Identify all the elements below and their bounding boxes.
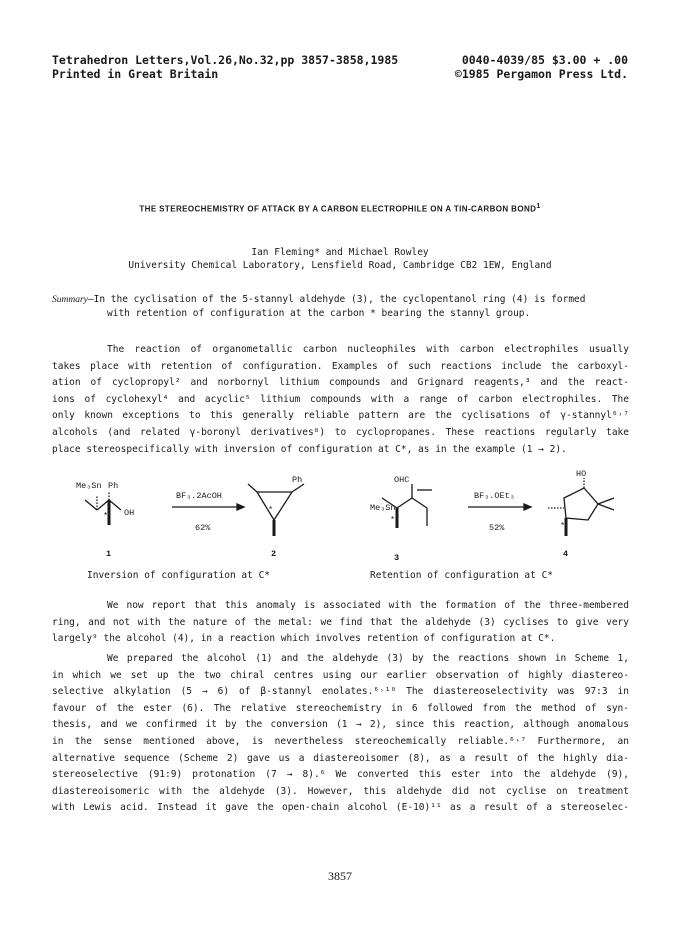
title-footnote-ref: 1 xyxy=(536,203,541,210)
paragraph-3 xyxy=(52,651,629,817)
text-line: diastereoisomeric with the aldehyde (3). However, this aldehyde did not cyclise on treatment xyxy=(52,785,629,797)
compound-number-2: 2 xyxy=(271,549,277,559)
issn-price: 0040-4039/85 $3.00 + .00 xyxy=(461,53,628,67)
bond xyxy=(257,492,292,520)
yield-1: 62% xyxy=(195,523,211,533)
reaction-scheme xyxy=(52,470,629,588)
text-line: thesis, and we confirmed it by the conversion (1 → 2), since this reaction, although anomalous xyxy=(52,719,629,731)
affiliation: University Chemical Laboratory, Lensfield Road, Cambridge CB2 1EW, England xyxy=(128,260,552,271)
caption-retention: Retention of configuration at C* xyxy=(370,570,554,581)
summary-line-1: —In the cyclisation of the 5-stannyl aldehyde (3), the cyclopentanol ring (4) is formed xyxy=(87,294,586,305)
text-line: ions of cyclohexyl⁴ and acyclic⁵ lithium compounds with a range of carbon electrophiles. The xyxy=(52,393,629,405)
reagent-1: BF₃.2AcOH xyxy=(176,491,222,501)
label-star: * xyxy=(268,505,274,515)
bond xyxy=(564,488,598,520)
compound-number-4: 4 xyxy=(563,549,569,559)
label-star: * xyxy=(390,515,396,525)
bond xyxy=(109,500,121,510)
text-line: stereoselective (91:9) protonation (7 → 8).⁶ We converted this ester into the aldehyde (9), xyxy=(52,769,629,781)
author-block xyxy=(0,246,680,272)
bond xyxy=(598,498,614,504)
printed-in: Printed in Great Britain xyxy=(52,67,219,81)
text-line: selective alkylation (5 → 6) of β-stannyl enolates.⁶˒¹⁰ The diastereoselectivity was 97:3 in xyxy=(52,686,629,698)
summary xyxy=(52,293,627,320)
text-line: takes place with retention of configuration. Examples of such reactions include the carboxyl- xyxy=(52,360,629,372)
text-line: alcohols (and related γ-boronyl derivatives⁸) to cyclopropanes. These reactions regularly take xyxy=(52,426,629,438)
paper-title-text: THE STEREOCHEMISTRY OF ATTACK BY A CARBON ELECTROPHILE ON A TIN-CARBON BOND xyxy=(139,204,537,214)
bond xyxy=(412,498,427,508)
text-line: The reaction of organometallic carbon nucleophiles with carbon electrophiles usually xyxy=(107,344,629,355)
label-ph: Ph xyxy=(292,475,303,485)
bond xyxy=(292,484,304,492)
scheme-drawing xyxy=(52,470,629,570)
text-line: ation of cyclopropyl² and norbornyl lithium compounds and Grignard reagents,³ and the react- xyxy=(52,377,629,389)
text-line: only known exceptions to this generally reliable pattern are the cyclisations of γ-stannyl⁶˒⁷ xyxy=(52,410,629,422)
text-line: with Lewis acid. Instead it gave the open-chain alcohol (E-10)¹¹ as a result of a stereoselec- xyxy=(52,802,629,814)
text-line: We now report that this anomaly is associated with the formation of the three-membered xyxy=(107,600,629,611)
bond xyxy=(85,500,97,510)
label-ho: HO xyxy=(576,470,587,479)
text-line: favour of the ester (6). The relative stereochemistry in 6 followed from the method of syn- xyxy=(52,702,629,714)
page-number: 3857 xyxy=(328,869,352,883)
label-star: * xyxy=(560,521,566,531)
text-line: ring, and not with the nature of the metal: we find that the aldehyde (3) cyclises to give very xyxy=(52,616,629,628)
bond xyxy=(97,500,109,510)
label-oh: OH xyxy=(124,508,135,518)
compound-number-3: 3 xyxy=(394,553,400,563)
text-line: place stereospecifically with inversion of configuration at C*, as in the example (1 → 2). xyxy=(52,443,567,455)
journal-citation: Tetrahedron Letters,Vol.26,No.32,pp 3857-3858,1985 xyxy=(52,53,399,67)
summary-line-2: with retention of configuration at the carbon * bearing the stannyl group. xyxy=(107,308,531,319)
bond xyxy=(248,484,257,492)
label-star: * xyxy=(103,511,109,521)
label-ph: Ph xyxy=(108,481,119,491)
reagent-2: BF₃.OEt₃ xyxy=(474,491,515,501)
text-line: largely⁹ the alcohol (4), in a reaction which involves retention of configuration at C*. xyxy=(52,633,556,645)
bond xyxy=(598,504,614,510)
yield-2: 52% xyxy=(489,523,505,533)
paragraph-2 xyxy=(52,598,629,648)
label-me3sn: Me₃Sn xyxy=(76,481,102,491)
label-ohc: OHC xyxy=(394,475,410,485)
arrow-head xyxy=(237,504,244,510)
text-line: We prepared the alcohol (1) and the aldehyde (3) by the reactions shown in Scheme 1, xyxy=(107,653,629,664)
bond xyxy=(397,498,412,508)
text-line: in which we set up the two chiral centres using our earlier observation of highly diastereo- xyxy=(52,669,629,681)
copyright: ©1985 Pergamon Press Ltd. xyxy=(454,67,628,81)
text-line: in the sense mentioned above, is nevertheless stereochemically reliable.⁶˒⁷ Furthermore, an xyxy=(52,735,629,747)
paragraph-1 xyxy=(52,342,629,458)
caption-inversion: Inversion of configuration at C* xyxy=(87,570,271,581)
paper-title xyxy=(0,203,680,214)
journal-header xyxy=(52,53,628,81)
authors: Ian Fleming* and Michael Rowley xyxy=(251,247,429,258)
text-line: alternative sequence (Scheme 2) gave us a diastereoisomer (8), as a result of the highly dia- xyxy=(52,752,629,764)
compound-number-1: 1 xyxy=(106,549,112,559)
label-me3sn: Me₃Sn xyxy=(370,503,396,513)
summary-label: Summary xyxy=(52,295,88,305)
arrow-head xyxy=(524,504,531,510)
